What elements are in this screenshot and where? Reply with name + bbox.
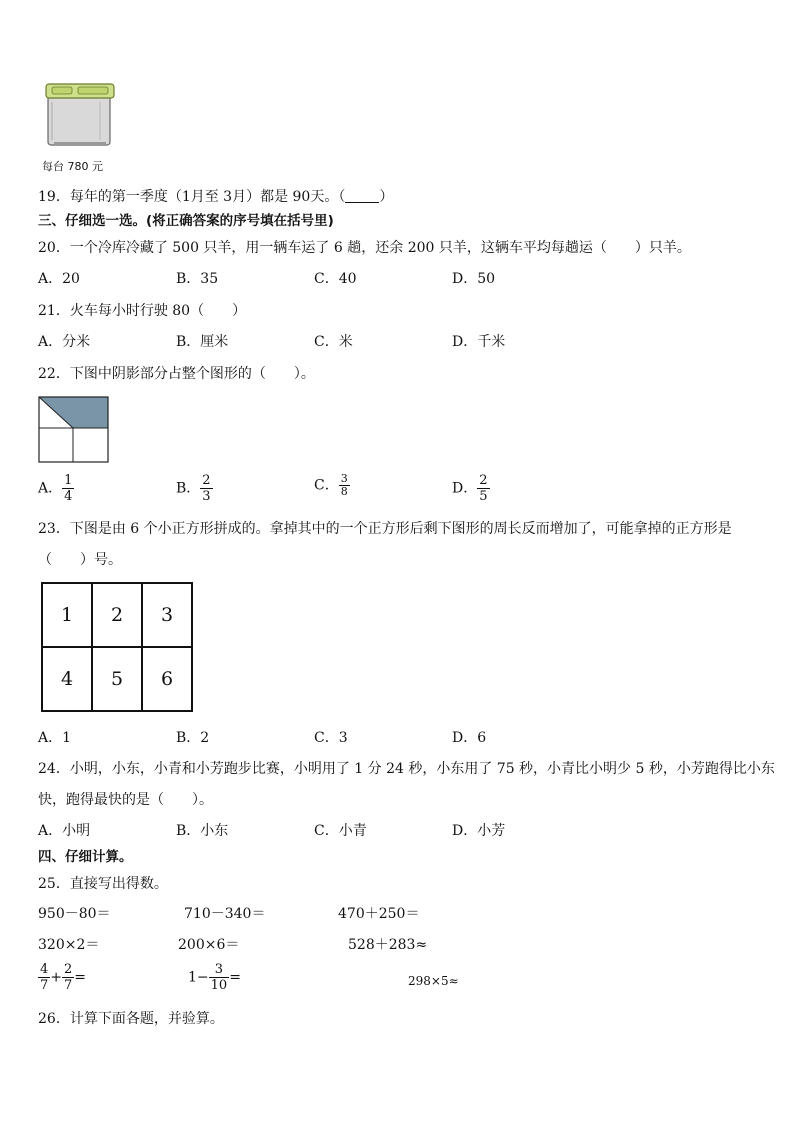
option-b[interactable]: B．2: [176, 730, 210, 746]
option-letter: B．: [176, 480, 201, 497]
option-c[interactable]: C．40: [314, 271, 357, 287]
numerator: 3: [340, 472, 348, 485]
option-a[interactable]: A．20: [38, 271, 80, 287]
numerator: 3: [214, 962, 224, 977]
option-c[interactable]: C．3: [314, 730, 348, 746]
option-d[interactable]: D．小芳: [452, 823, 506, 839]
option-a[interactable]: [38, 473, 74, 504]
question-26-text: 26．计算下面各题，并验算。: [38, 1011, 224, 1027]
denominator: 7: [40, 978, 49, 993]
fraction: [477, 473, 489, 504]
question-21-text: 21．火车每小时行驶 80（ ）: [38, 303, 247, 319]
option-c[interactable]: [314, 473, 350, 498]
option-a[interactable]: A．1: [38, 730, 72, 746]
calc-item-fraction-sum: [38, 962, 86, 993]
option-letter: D．: [452, 480, 478, 497]
question-19-text: 19．每年的第一季度（1月至 3月）都是 90天。（: [38, 189, 346, 205]
washing-machine-image: [44, 80, 118, 148]
fraction: [209, 962, 230, 993]
fraction: [62, 473, 74, 504]
calc-item: 200×6＝: [178, 937, 240, 953]
question-19: [38, 188, 393, 206]
grid-square-4: 4: [42, 647, 92, 711]
question-23-text-line1: 23．下图是由 6 个小正方形拼成的。拿掉其中的一个正方形后剩下图形的周长反而增加了，可能拿掉的正方形是: [38, 521, 732, 537]
six-square-grid: [41, 582, 193, 712]
numerator: 1: [64, 473, 73, 488]
option-letter: A．: [38, 480, 63, 497]
numerator: 2: [64, 962, 73, 977]
answer-blank[interactable]: [345, 188, 379, 203]
calc-item: 298×5≈: [408, 974, 459, 988]
whole-minus: 1−: [188, 969, 209, 986]
grid-square-5: 5: [92, 647, 142, 711]
grid-square-1: 1: [42, 583, 92, 647]
option-d[interactable]: D．千米: [452, 334, 506, 350]
question-24-text-line2: 快，跑得最快的是（ ）。: [38, 792, 213, 808]
grid-square-3: 3: [142, 583, 192, 647]
numerator: 4: [40, 962, 49, 977]
equals-sign: =: [229, 969, 241, 986]
numerator: 2: [479, 473, 488, 488]
option-b[interactable]: B．厘米: [176, 334, 229, 350]
plus-sign: +: [50, 969, 63, 986]
denominator: 10: [210, 978, 228, 993]
denominator: 4: [64, 489, 73, 504]
shaded-square-figure: [38, 396, 109, 463]
calc-item: 470＋250＝: [338, 906, 420, 922]
question-24-text-line1: 24．小明，小东，小青和小芳跑步比赛，小明用了 1 分 24 秒，小东用了 75 秒，小青比小明少 5 秒，小芳跑得比小东: [38, 761, 775, 777]
fraction: [200, 473, 212, 504]
fraction: [62, 962, 74, 993]
option-a[interactable]: A．分米: [38, 334, 91, 350]
denominator: 8: [340, 485, 348, 498]
option-b[interactable]: B．35: [176, 271, 219, 287]
fraction: [38, 962, 50, 993]
calc-item: 320×2＝: [38, 937, 100, 953]
numerator: 2: [202, 473, 211, 488]
option-c[interactable]: C．小青: [314, 823, 367, 839]
grid-square-2: 2: [92, 583, 142, 647]
denominator: 3: [202, 489, 211, 504]
washer-price-caption: 每台 780 元: [42, 160, 103, 173]
option-b[interactable]: [176, 473, 213, 504]
section-3-heading: 三、仔细选一选。(将正确答案的序号填在括号里): [38, 213, 334, 229]
option-letter: C．: [314, 477, 339, 494]
question-19-tail: ）: [379, 189, 394, 205]
denominator: 5: [479, 489, 488, 504]
calc-item: 710－340＝: [184, 906, 266, 922]
question-20-text: 20．一个冷库冷藏了 500 只羊，用一辆车运了 6 趟，还余 200 只羊，这辆车平均每趟运（ ）只羊。: [38, 240, 691, 256]
section-4-heading: 四、仔细计算。: [38, 849, 133, 865]
option-d[interactable]: D．50: [452, 271, 496, 287]
option-a[interactable]: A．小明: [38, 823, 91, 839]
question-22-text: 22．下图中阴影部分占整个图形的（ ）。: [38, 366, 315, 382]
calc-item: 528＋283≈: [348, 937, 428, 953]
equals-sign: =: [74, 969, 87, 986]
option-d[interactable]: D．6: [452, 730, 487, 746]
calc-item-fraction-subtract: [188, 962, 241, 993]
option-d[interactable]: [452, 473, 490, 504]
option-c[interactable]: C．米: [314, 334, 353, 350]
calc-item: 950－80＝: [38, 906, 111, 922]
question-25-text: 25．直接写出得数。: [38, 876, 168, 892]
option-b[interactable]: B．小东: [176, 823, 229, 839]
grid-square-6: 6: [142, 647, 192, 711]
fraction: [339, 473, 350, 498]
denominator: 7: [64, 978, 73, 993]
question-23-text-line2: （ ）号。: [38, 552, 122, 568]
